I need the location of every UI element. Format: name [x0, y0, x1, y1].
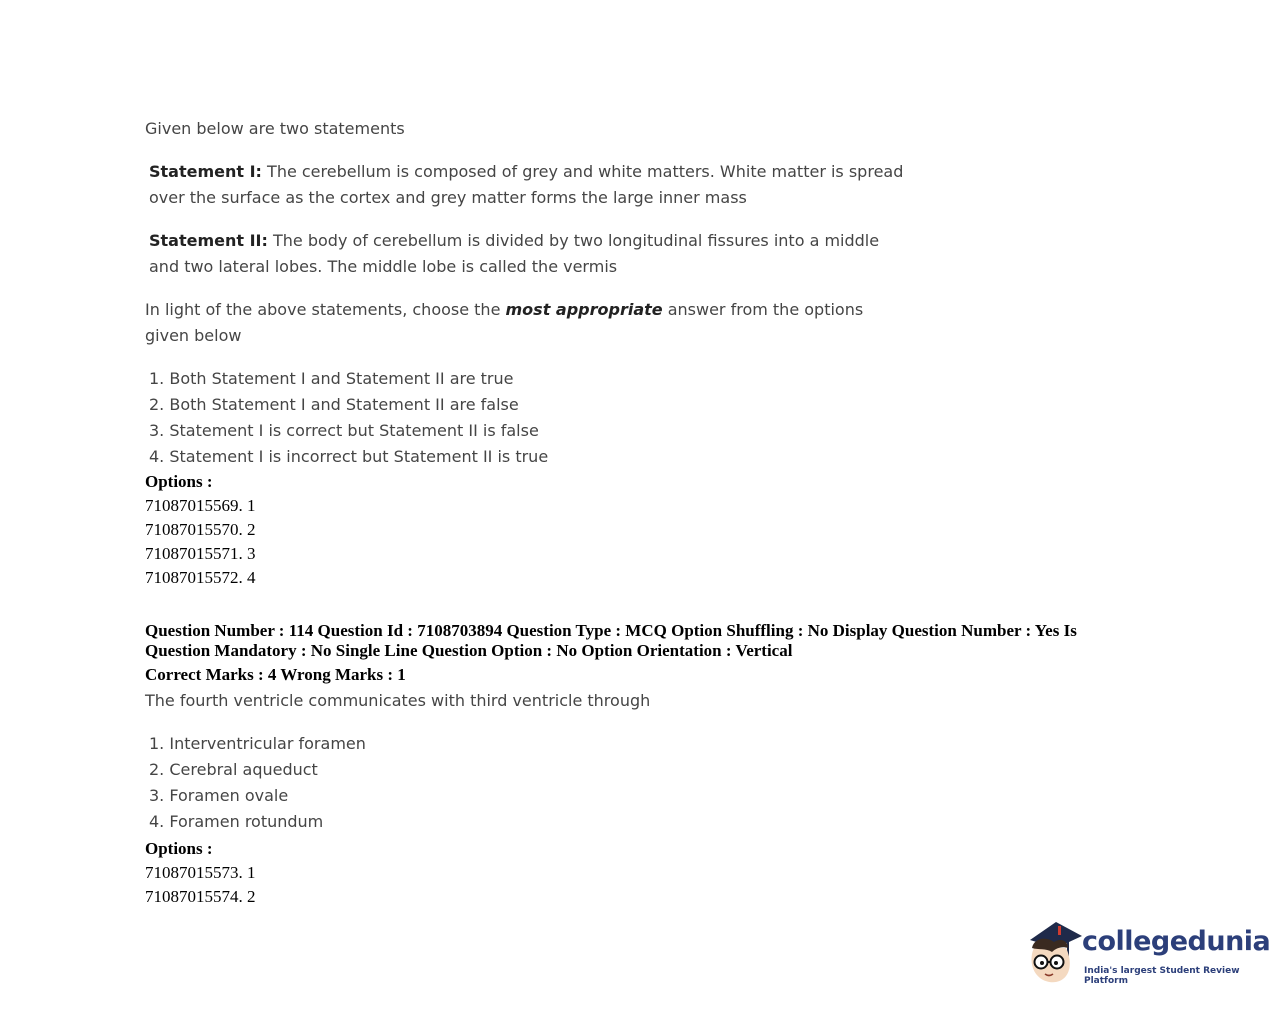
options-label: Options :	[145, 472, 213, 491]
choice-item: 2. Cerebral aqueduct	[149, 760, 318, 779]
option-id: 71087015570. 2	[145, 520, 256, 539]
question-114	[145, 688, 905, 835]
prompt-emphasis: most appropriate	[505, 300, 663, 319]
option-id: 71087015572. 4	[145, 568, 256, 587]
choice-item: 1. Both Statement I and Statement II are true	[149, 369, 514, 388]
options-label: Options :	[145, 839, 213, 858]
question-114-meta	[145, 621, 1105, 686]
statement-2	[149, 228, 905, 280]
collegedunia-logo	[1024, 918, 1271, 988]
choice-item: 4. Foramen rotundum	[149, 812, 324, 831]
option-id: 71087015569. 1	[145, 496, 256, 515]
brand-tagline: India's largest Student Review Platform	[1084, 966, 1240, 986]
choice-item: 2. Both Statement I and Statement II are false	[149, 395, 519, 414]
question-113	[145, 116, 905, 470]
intro-text: Given below are two statements	[145, 119, 405, 138]
choice-list	[145, 731, 905, 835]
choice-item: 1. Interventricular foramen	[149, 734, 366, 753]
option-id: 71087015573. 1	[145, 863, 256, 882]
prompt-text	[145, 297, 905, 349]
question-text: The fourth ventricle communicates with third ventricle through	[145, 691, 651, 710]
choice-item: 3. Statement I is correct but Statement II is false	[149, 421, 539, 440]
options-block-1	[145, 470, 256, 590]
choice-item: 4. Statement I is incorrect but Statement II is true	[149, 447, 549, 466]
options-block-2	[145, 837, 256, 909]
question-meta: Question Number : 114 Question Id : 7108703894 Question Type : MCQ Option Shuffling : No Display Question Number : Yes Is Question Mandatory : No Single Line Question Option : No Option Orientation : Vertical	[145, 621, 1077, 660]
statement-2-text: The body of cerebellum is divided by two longitudinal fissures into a middle and two lateral lobes. The middle lobe is called the vermis	[149, 231, 880, 276]
option-id: 71087015574. 2	[145, 887, 256, 906]
brand-name: collegedunia	[1082, 926, 1271, 957]
choice-item: 3. Foramen ovale	[149, 786, 289, 805]
mascot-icon	[1024, 918, 1084, 988]
statement-1	[149, 159, 905, 211]
question-marks: Correct Marks : 4 Wrong Marks : 1	[145, 665, 406, 684]
statement-1-text: The cerebellum is composed of grey and white matters. White matter is spread over the surface as the cortex and grey matter forms the large inner mass	[149, 162, 904, 207]
statement-2-label: Statement II:	[149, 231, 268, 250]
statement-1-label: Statement I:	[149, 162, 262, 181]
prompt-post: answer from the options given below	[145, 300, 864, 345]
choice-list	[145, 366, 905, 470]
prompt-pre: In light of the above statements, choose the	[145, 300, 506, 319]
option-id: 71087015571. 3	[145, 544, 256, 563]
